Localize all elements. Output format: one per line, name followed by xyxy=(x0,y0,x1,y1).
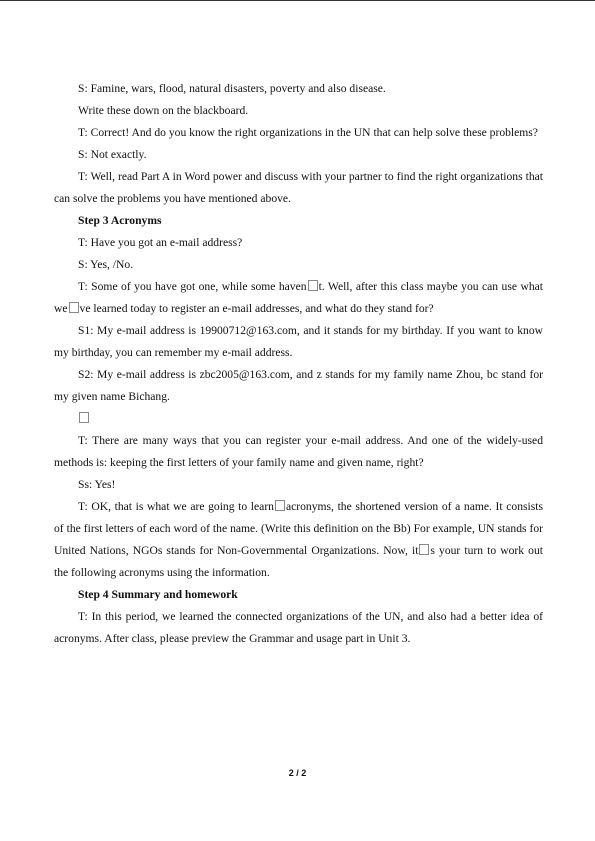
missing-glyph-box xyxy=(69,302,79,313)
paragraph: S: Not exactly. xyxy=(78,148,147,161)
page-top-rule xyxy=(0,0,595,1)
text-run: T: OK, that is what we are going to learn xyxy=(78,500,274,513)
document-body xyxy=(54,78,543,650)
paragraph: S1: My e-mail address is 19900712@163.com, and it stands for my birthday. If you want to know my birthday, you can remember my e-mail address. xyxy=(54,324,543,359)
section-heading-step4: Step 4 Summary and homework xyxy=(78,588,238,601)
missing-glyph-box xyxy=(79,412,89,423)
missing-glyph-box xyxy=(308,280,318,291)
text-run: . xyxy=(266,566,270,579)
paragraph: S: Yes, /No. xyxy=(78,258,134,271)
paragraph: Write these down on the blackboard. xyxy=(78,104,249,117)
paragraph: S2: My e-mail address is zbc2005@163.com, and z stands for my family name Zhou, bc stand for my given name Bichang. xyxy=(54,368,543,403)
text-run: t. Well, after this class maybe you can use what we xyxy=(54,280,543,315)
text-run: acronyms, the shortened version of a name. It consists of the first letters of each word of the name. (Write this definition on the Bb) For example, UN stands for United Nations, NGOs stands for Non-Governmental Organizations. Now, it xyxy=(54,500,543,557)
text-run: T: Some of you have got one, while some haven xyxy=(78,280,307,293)
section-heading-step3: Step 3 Acronyms xyxy=(78,214,162,227)
missing-glyph-box xyxy=(275,500,285,511)
page-number: 2 / 2 xyxy=(288,768,307,778)
text-run: ve learned today to register an e-mail addresses, and what do they stand for? xyxy=(79,302,434,315)
paragraph: Ss: Yes! xyxy=(78,478,116,491)
missing-glyph-box xyxy=(419,544,429,555)
paragraph: T: Have you got an e-mail address? xyxy=(78,236,243,249)
blank-line xyxy=(54,408,543,430)
paragraph: S: Famine, wars, flood, natural disasters, poverty and also disease. xyxy=(78,82,386,95)
paragraph: T: There are many ways that you can register your e-mail address. And one of the widely-used methods is: keeping the first letters of your family name and given name, right? xyxy=(54,434,543,469)
paragraph xyxy=(54,276,543,320)
paragraph: T: Well, read Part A in Word power and discuss with your partner to find the right organizations that can solve the problems you have mentioned above. xyxy=(54,170,543,205)
paragraph: T: Correct! And do you know the right organizations in the UN that can help solve these problems? xyxy=(78,126,538,139)
paragraph: T: In this period, we learned the connected organizations of the UN, and also had a better idea of acronyms. After class, please preview the Grammar and usage part in Unit 3. xyxy=(54,610,543,645)
text-run: s your turn to work out the following acronyms using the information xyxy=(54,544,543,579)
paragraph xyxy=(54,496,543,584)
